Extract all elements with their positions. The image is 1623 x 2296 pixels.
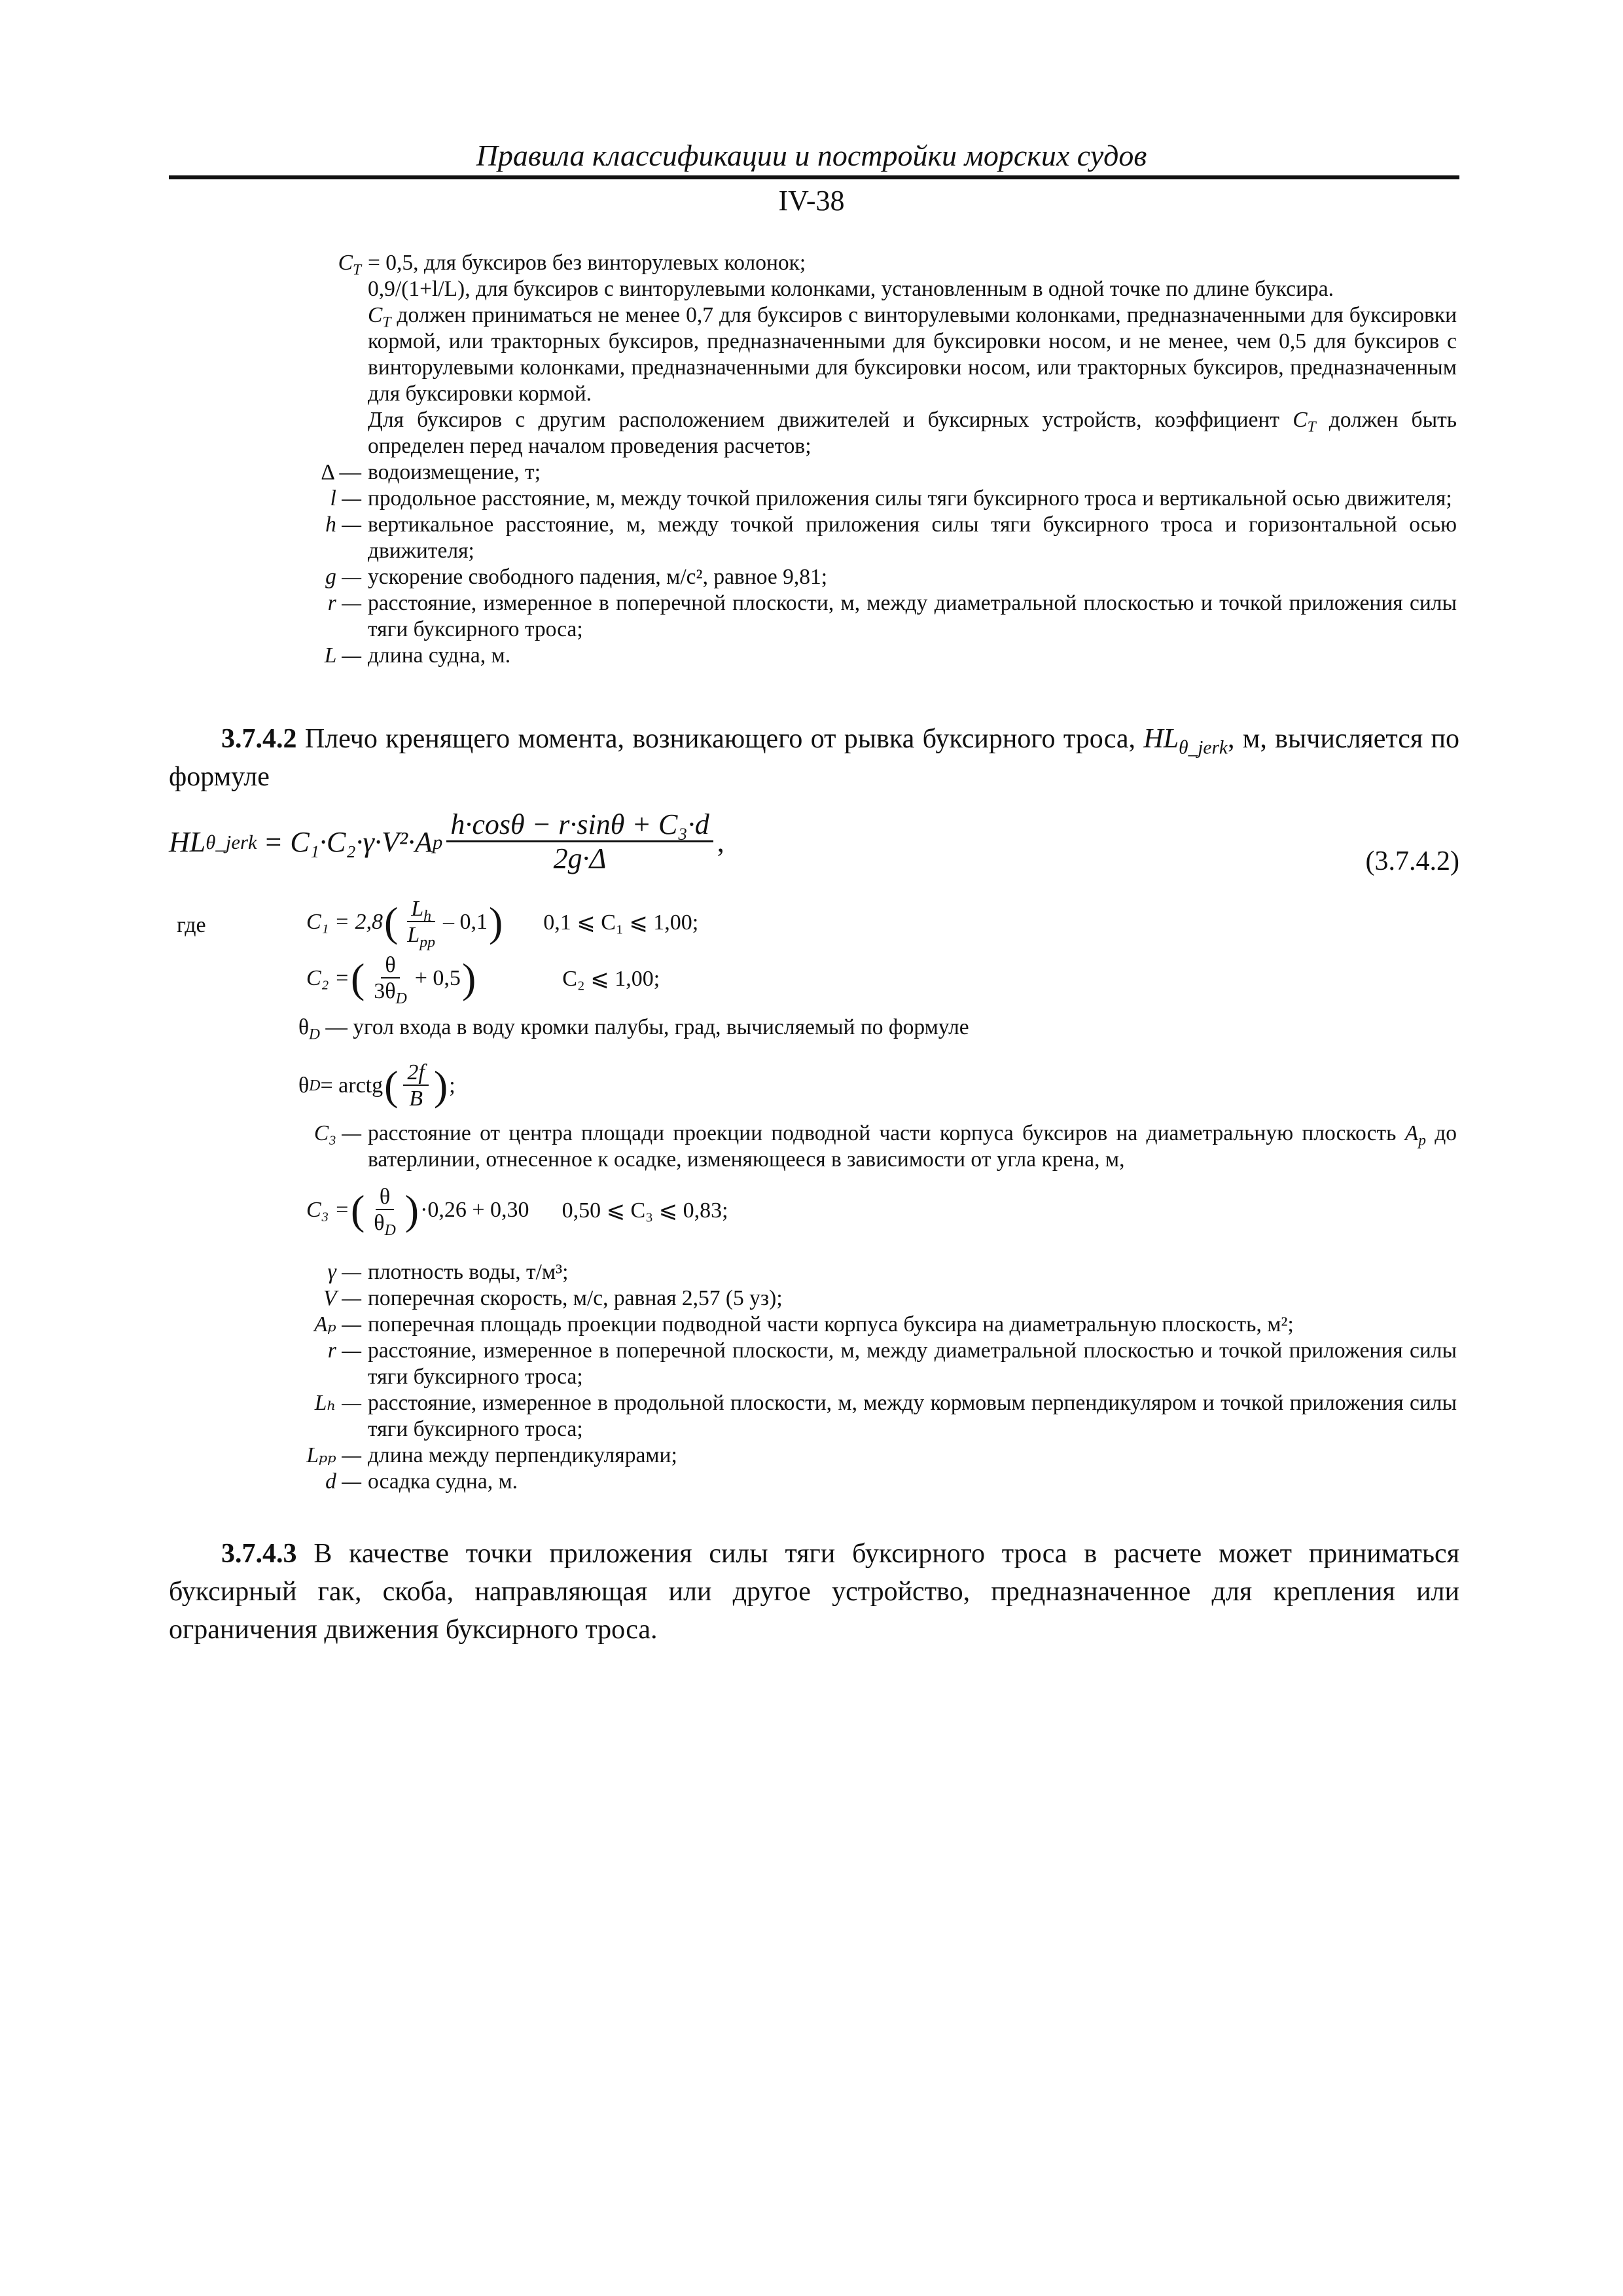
def-row: γ — плотность воды, т/м³; <box>327 1260 569 1284</box>
theta-d-formula: θ D = arctg ( $\frac{2f}{B}$ ) ; <box>298 1060 455 1111</box>
c2-formula: C₂ = ( $\frac{\theta}{3\theta_D}$ + 0,5 ) C₂ ⩽ 1,00; <box>306 953 660 1008</box>
def-row: h — вертикальное расстояние, м, между точкой приложения силы тяги буксирного троса и горизонтальной осью движителя; <box>325 512 1457 563</box>
header-title: Правила классификации и постройки морских судов <box>476 139 1147 172</box>
section-number: 3.7.4.3 <box>221 1539 297 1569</box>
def-row: Δ — водоизмещение, т; <box>321 460 541 484</box>
c3-definition: C₃ — расстояние от центра площади проекции подводной части корпуса буксиров на диаметральную плоскость $A_p$ до ватерлинии, отнесенное к осадке, изменяющееся в зависимости от угла крена, м, <box>313 1121 1457 1172</box>
equation-number: (3.7.4.2) <box>1365 846 1459 876</box>
ct-row-4 <box>281 407 1457 459</box>
main-formula: HL θ_jerk = C₁·C₂·γ·V²·A p $\frac{\text{h·cosθ − r·sinθ + C₃·d}}{2g\cdot\Delta}$ , <box>169 808 724 875</box>
where-label: где <box>177 913 206 937</box>
def-row: d — осадка судна, м. <box>325 1469 518 1494</box>
ct-row-3 <box>281 302 1457 407</box>
def-row: V — поперечная скорость, м/с, равная 2,57 (5 уз); <box>323 1286 783 1310</box>
formula-fraction: $\frac{\text{h·cosθ − r·sinθ + C₃·d}}{2g\cdot\Delta}$ <box>446 809 713 876</box>
ct-line-4: Для буксиров с другим расположением движителей и буксирных устройств, коэффициент $C_T$ должен быть определен перед началом проведения расчетов; <box>368 408 1457 458</box>
page-number: IV-38 <box>778 185 845 217</box>
def-row: Lₚₚ — длина между перпендикулярами; <box>306 1443 677 1467</box>
ct-symbol: $C_T$ <box>338 251 361 279</box>
c3-formula: C₃ = ( $\frac{\theta}{\theta_D}$ ) ·0,26 + 0,30 0,50 ⩽ C₃ ⩽ 0,83; <box>306 1185 728 1240</box>
ct-row-2 <box>281 276 1457 302</box>
c1-formula: C₁ = 2,8 ( $\frac{L_h}{L_{pp}}$ – 0,1 ) 0,1 ⩽ C₁ ⩽ 1,00; <box>306 897 699 952</box>
def-row: r — расстояние, измеренное в поперечной плоскости, м, между диаметральной плоскостью и точкой приложения силы тяги буксирного троса; <box>327 1338 1457 1389</box>
def-row: r — расстояние, измеренное в поперечной плоскости, м, между диаметральной плоскостью и точкой приложения силы тяги буксирного троса; <box>327 591 1457 641</box>
section-3742-paragraph: 3.7.4.2 Плечо кренящего момента, возникающего от рывка буксирного троса, $HL_{\theta\_jerk}$, м, вычисляется по формуле <box>169 724 1460 792</box>
theta-d-definition: $\theta_D$ — угол входа в воду кромки палубы, град, вычисляемый по формуле <box>298 1015 969 1043</box>
def-row: l — продольное расстояние, м, между точкой приложения силы тяги буксирного троса и вертикальной осью движителя; <box>330 486 1452 511</box>
def-row: Lₕ — расстояние, измеренное в продольной плоскости, м, между кормовым перпендикуляром и точкой приложения силы тяги буксирного троса; <box>314 1391 1457 1441</box>
ct-definitions <box>281 250 1457 669</box>
def-row: Aₚ — поперечная площадь проекции подводной части корпуса буксира на диаметральную плоскость, м²; <box>313 1312 1294 1336</box>
section-number: 3.7.4.2 <box>221 724 297 754</box>
symbol-definitions <box>281 1259 1457 1495</box>
header-rule <box>169 175 1459 179</box>
section-3743-paragraph: 3.7.4.3 В качестве точки приложения силы тяги буксирного троса в расчете может приниматься буксирный гак, скоба, направляющая или другое устройство, предназначенное для крепления или ограничения движения буксирного троса. <box>169 1539 1460 1645</box>
ct-line-2: 0,9/(1+l/L), для буксиров с винторулевыми колонками, установленным в одной точке по длине буксира. <box>368 277 1334 301</box>
ct-line-3: $C_T$ должен приниматься не менее 0,7 для буксиров с винторулевыми колонками, предназначенными для буксировки кормой, или тракторных буксиров, предназначенными для буксировки носом, и не менее, чем 0,5 для буксиров с винторулевыми колонками, предназначенными для буксировки носом, или тракторных буксиров, предназначенным для буксировки кормой. <box>368 303 1457 406</box>
ct-row-1 <box>281 250 1457 279</box>
ct-line-1: = 0,5, для буксиров без винторулевых колонок; <box>368 251 806 275</box>
def-row: L — длина судна, м. <box>324 643 511 668</box>
def-row: g — ускорение свободного падения, м/с², равное 9,81; <box>325 565 828 589</box>
